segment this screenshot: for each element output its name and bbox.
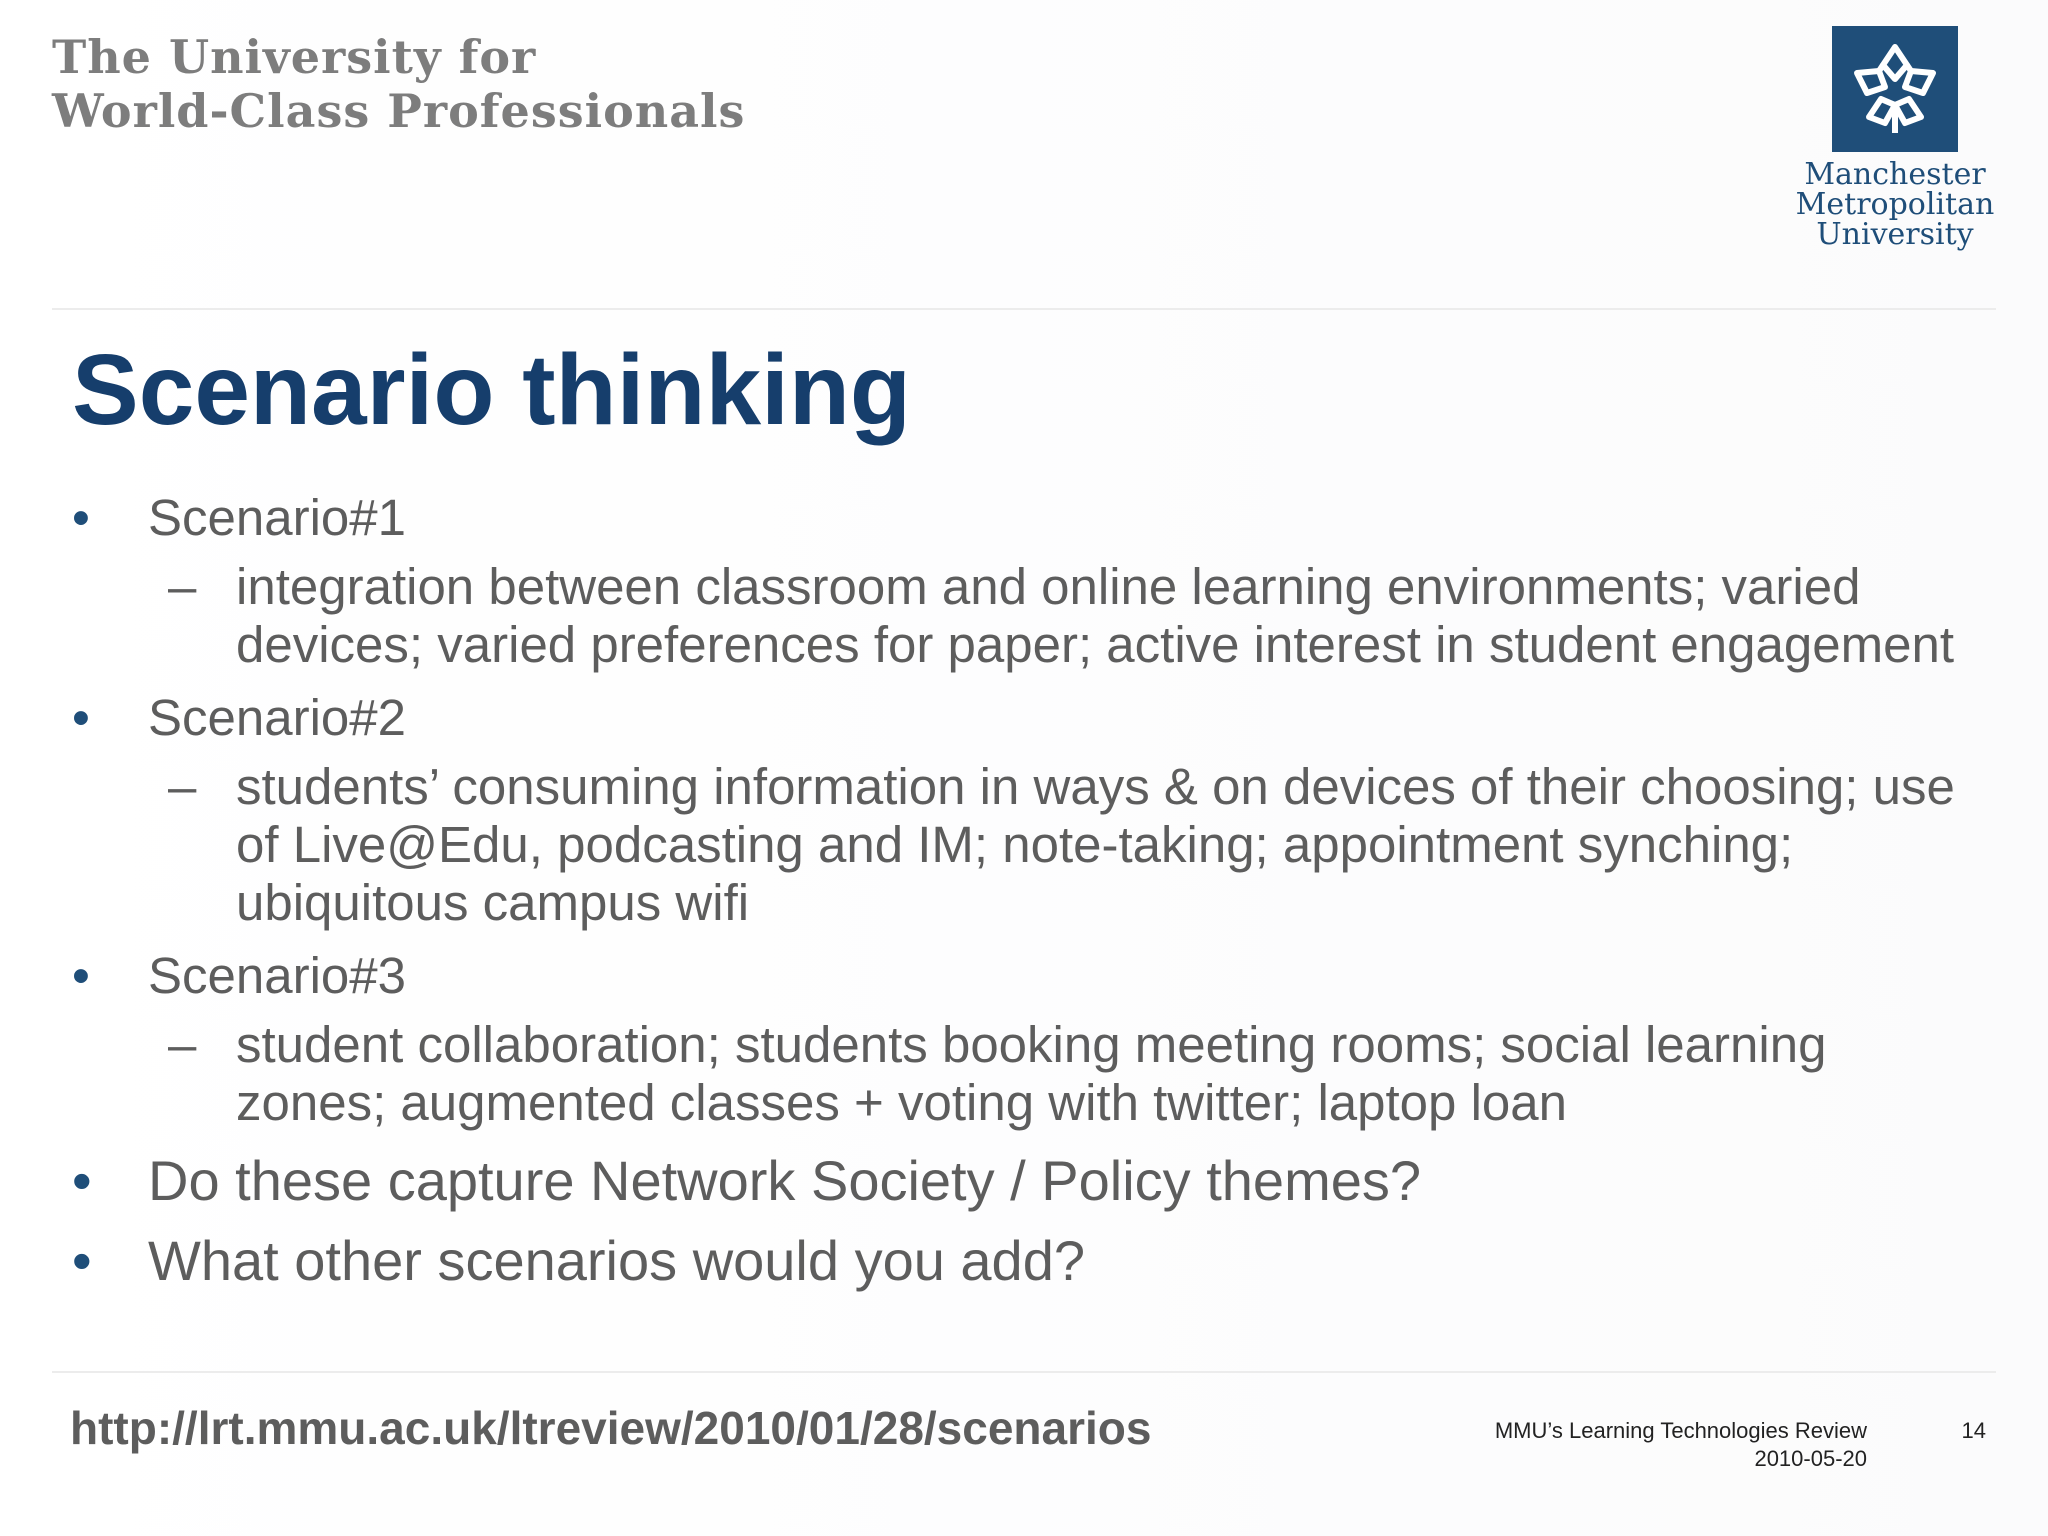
dash-icon: –: [168, 558, 197, 615]
dash-icon: –: [168, 758, 197, 815]
bullet-label: Scenario#2: [148, 689, 407, 746]
review-title: MMU’s Learning Technologies Review: [1494, 1418, 1867, 1443]
bullet-label: Scenario#3: [148, 947, 407, 1004]
university-logo: [1790, 26, 2000, 250]
bullet-icon: •: [72, 689, 90, 746]
sub-item-line: zones; augmented classes + voting with twitter; laptop loan: [236, 1074, 1568, 1131]
sub-item-line: students’ consuming information in ways & on devices of their choosing; use: [236, 758, 1955, 815]
footer-url[interactable]: http://lrt.mmu.ac.uk/ltreview/2010/01/28/scenarios: [70, 1402, 1152, 1454]
sub-item: [72, 558, 2002, 674]
bullet-icon: •: [72, 1149, 92, 1212]
logo-name-line-1: Manchester: [1804, 157, 1986, 192]
bullet-item: [72, 946, 2002, 1006]
slide-content: [72, 488, 2002, 1294]
university-tagline: [52, 30, 745, 138]
footer-divider: [52, 1371, 1996, 1373]
dash-icon: –: [168, 1016, 197, 1073]
logo-name-line-2: Metropolitan: [1795, 187, 1995, 222]
bullet-item: [72, 688, 2002, 748]
page-number: 14: [1961, 1418, 1986, 1443]
bullet-item: [72, 488, 2002, 548]
sub-item: [72, 1016, 2002, 1132]
sub-item-line: integration between classroom and online learning environments; varied: [236, 558, 1861, 615]
slide-title: Scenario thinking: [72, 334, 912, 446]
review-date: 2010-05-20: [1754, 1446, 1867, 1471]
sub-item-line: ubiquitous campus wifi: [236, 874, 750, 931]
sub-item-line: student collaboration; students booking meeting rooms; social learning: [236, 1016, 1827, 1073]
bullet-item: [72, 1228, 2002, 1294]
tagline-line-1: The University for: [52, 30, 537, 84]
mmu-logo-icon: [1832, 26, 1958, 152]
bullet-icon: •: [72, 489, 90, 546]
sub-item-line: devices; varied preferences for paper; active interest in student engagement: [236, 616, 1954, 673]
bullet-icon: •: [72, 1229, 92, 1292]
footer-info: [1400, 1417, 1867, 1473]
bullet-icon: •: [72, 947, 90, 1004]
bullet-item: [72, 1148, 2002, 1214]
bullet-label: What other scenarios would you add?: [148, 1229, 1085, 1292]
logo-wordmark: [1790, 157, 2000, 252]
bullet-label: Do these capture Network Society / Policy themes?: [148, 1149, 1422, 1212]
logo-name-line-3: University: [1816, 217, 1974, 252]
tagline-line-2: World-Class Professionals: [52, 84, 746, 138]
header-divider: [52, 308, 1996, 310]
sub-item-line: of Live@Edu, podcasting and IM; note-taking; appointment synching;: [236, 816, 1794, 873]
sub-item: [72, 758, 2002, 932]
bullet-label: Scenario#1: [148, 489, 407, 546]
